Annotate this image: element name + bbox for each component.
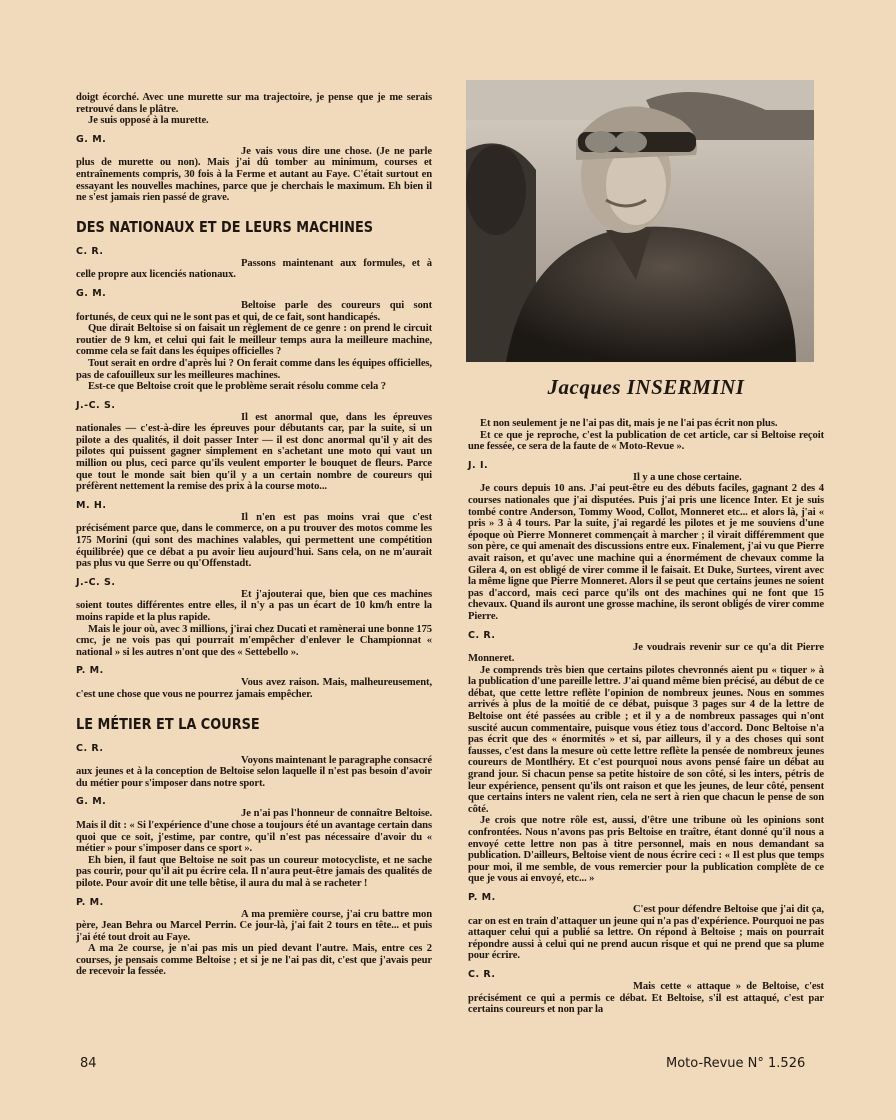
speaker-initials: C. R. [76,245,104,257]
paragraph: Je voudrais revenir sur ce qu'a dit Pierre Monneret. [468,641,824,665]
speaker-initials: P. M. [76,896,104,908]
paragraph: Je crois que notre rôle est, aussi, d'être une tribune où les opinions sont confrontées. Nous n'avons pas pris Beltoise en traître, étant donné qu'il nous a envoyé cette lettre non pas à titre personnel, mais en nous demandant sa publication. D'ailleurs, Beltoise vient de nous écrire ceci : « Il est plus que temps pour moi, il me semble, de vous remercier pour la publication complète de ce que je vous ai envoyé, etc... » [468,815,824,885]
speaker-initials: G. M. [76,796,107,808]
paragraph: Voyons maintenant le paragraphe consacré aux jeunes et à la conception de Beltoise selon laquelle il n'est pas besoin d'avoir du métier pour s'imposer dans notre sport. [76,754,433,789]
right-column [468,418,824,1016]
paragraph: Je n'ai pas l'honneur de connaître Beltoise. Mais il dit : « Si l'expérience d'une chose a toujours été un avantage certain dans quoi que ce soit, j'estime, par contre, qu'il n'est pas nécessaire d'avoir du « métier » pour s'imposer dans ce sport ». [76,808,432,855]
paragraph: Et ce que je reproche, c'est la publication de cet article, car si Beltoise reçoit une fessée, ce sera de la faute de « Moto-Revue ». [468,429,824,453]
paragraph: Je cours depuis 10 ans. J'ai peut-être eu des débuts faciles, gagnant 2 des 4 courses nationales que j'ai disputées. Puis j'ai pris une licence Inter. Et je suis tombé contre Anderson, Tommy Wood, Collot, Monneret etc... et alors là, j'ai « pris » 3 à 4 tours. Par la suite, j'ai regardé les pilotes et je me souviens d'une époque où Pierre Monneret commençait à marcher ; il virait différemment que son père, ce qui amenait des discussions entre eux. Finalement, j'ai vu que Pierre avait raison, et qu'avec une machine qui a énormément de chevaux comme la Gilera 4, on est obligé de virer comme il le faisait. Et Duke, Surtees, virent avec la même ligne que Pierre Monneret. Alors il se peut que certains jeunes ne soient pas d'accord, mais ceci parce qu'ils ont des machines qui ne font que 15 chevaux. Quand ils auront une grosse machine, ils seront obligés de virer comme Pierre. [468,483,824,622]
speaker-initials: P. M. [468,891,496,903]
paragraph: Il est anormal que, dans les épreuves nationales — c'est-à-dire les épreuves pour débutants car, par la suite, si un pilote a des qualités, il doit passer Inter — il est donc anormal qu'il y ait des pilotes qui puissent gagner simplement en s'achetant une moto qui vaut un million ou plus, ceci parce qu'ils veulent emporter le bouquet de fleurs. Parce que tout le monde sait bien qu'il y a un certain nombre de coureurs qui préfèrent nettement la remise des prix à la course moto... [76,411,432,493]
paragraph: Tout serait en ordre d'après lui ? On ferait comme dans les équipes officielles, pas de cafouilleux sur les meilleures machines. [76,357,432,381]
paragraph: Beltoise parle des coureurs qui sont fortunés, de ceux qui ne le sont pas et qui, de ce fait, sont handicapés. [76,299,432,323]
speaker-initials: C. R. [76,742,104,754]
paragraph: Vous avez raison. Mais, malheureusement, c'est une chose que vous ne pourrez jamais empêcher. [76,677,432,700]
paragraph: doigt écorché. Avec une murette sur ma trajectoire, je pense que je me serais retrouvé dans le plâtre. [76,92,432,115]
paragraph: Eh bien, il faut que Beltoise ne soit pas un coureur motocycliste, et ne sache pas courir, pour qu'il ait pu écrire cela. Il n'aura peut-être jamais des qualités de pilote. Pour avoir dit une telle bêtise, il aura du mal à se racheter ! [76,854,432,889]
paragraph: Mais le jour où, avec 3 millions, j'irai chez Ducati et ramènerai une bonne 175 cmc, je ne vois pas qui pourrait m'empêcher d'enlever le Championnat « national » si les autres n'ont que des « Settebello ». [76,623,432,658]
paragraph: Que dirait Beltoise si on faisait un règlement de ce genre : on prend le circuit routier de 9 km, et celui qui fait le meilleur temps aura la meilleure machine, comme cela se fait dans les équipes officielles ? [76,323,432,358]
speaker-initials: G. M. [76,287,107,299]
page-number: 84 [80,1056,97,1071]
paragraph: Je comprends très bien que certains pilotes chevronnés aient pu « tiquer » à la publication d'une pareille lettre. J'ai quand même bien précisé, au début de ce débat, que cette lettre reflète l'opinion de nombreux jeunes. Nous en sommes arrivés à plus de la moitié de ce débat, puisque 3 pages sur 4 de la lettre de Beltoise ont été passées au crible ; et il y a de nombreux passages qui n'ont suscité aucun commentaire, puisque vous étiez tous d'accord. Donc Beltoise n'a pas écrit que des « énormités » et si, par ailleurs, il y a des choses qui sont fausses, c'est dans la mesure où cette lettre reflète la pensée de nombreux jeunes coureurs de Montlhéry. Et c'est pourquoi nous avons pensé faire un débat au grand jour. Si chacun pense sa petite histoire de son côté, si les inters, pétris de leur expérience, pensent qu'ils ont raison et que les jeunes, de leur côté, pensent que certains inters ne valent rien, cela ne sert à rien que chacun le pense de son côté. [468,664,824,815]
paragraph: Est-ce que Beltoise croit que le problème serait résolu comme cela ? [88,381,386,393]
paragraph: Mais cette « attaque » de Beltoise, c'est précisément ce qui a permis ce débat. Et Beltoise, s'il est attaqué, c'est par certains coureurs et non par la [468,980,824,1016]
speaker-initials: M. H. [76,499,107,511]
rider-portrait-image [466,80,814,362]
paragraph: Il n'en est pas moins vrai que c'est précisément parce que, dans le commerce, on a pu trouver des motos comme les 175 Morini (qui sont des machines valables, qui permettent une compétition équilibrée) que ce débat a pu avoir lieu aujourd'hui. Sans cela, on ne m'aurait pas plus vu que Serre ou qu'Offenstadt. [76,511,432,570]
paragraph: A ma 2e course, je n'ai pas mis un pied devant l'autre. Mais, entre ces 2 courses, je pensais comme Beltoise ; et si je ne l'ai pas dit, c'est que j'avais peur de recevoir la fessée. [76,943,432,978]
section-heading: DES NATIONAUX ET DE LEURS MACHINES [76,217,374,236]
speaker-initials: J.-C. S. [76,399,116,411]
speaker-initials: G. M. [76,133,107,145]
paragraph: A ma première course, j'ai cru battre mon père, Jean Behra ou Marcel Perrin. Ce jour-là, j'ai fait 2 tours en tête... et puis j'ai été tout droit au Faye. [76,908,432,943]
speaker-initials: P. M. [76,665,104,677]
paragraph: C'est pour défendre Beltoise que j'ai dit ça, car on est en train d'attaquer un jeune qui n'a pas d'expérience. Pourquoi ne pas attaquer celui qui a publié sa lettre. On répond à Beltoise ; mais on pourrait répondre aussi à celui qui ne prend aucun risque et qui ne prend que sa plume pour écrire. [468,903,824,962]
speaker-initials: C. R. [468,629,496,641]
section-heading: LE MÉTIER ET LA COURSE [76,714,260,733]
magazine-issue: Moto-Revue N° 1.526 [666,1056,806,1071]
portrait-photo [466,80,814,362]
photo-caption: Jacques INSERMINI [547,375,745,399]
paragraph: Je suis opposé à la murette. [88,115,209,127]
paragraph: Et non seulement je ne l'ai pas dit, mais je ne l'ai pas écrit non plus. [480,418,778,429]
speaker-initials: J. I. [468,459,489,471]
paragraph: Je vais vous dire une chose. (Je ne parle plus de murette ou non). Mais j'ai dû tomber au minimum, courses et entraînements compris, 30 fois à la Ferme et autant au Faye. C'était surtout en essayant les nouvelles machines, parce que je cherchais le maximum. Eh bien il ne s'est jamais rien passé de grave. [76,145,432,204]
speaker-initials: J.-C. S. [76,576,116,588]
paragraph: Passons maintenant aux formules, et à celle propre aux licenciés nationaux. [76,257,432,281]
paragraph: Et j'ajouterai que, bien que ces machines soient toutes différentes entre elles, il n'y a pas un écart de 10 km/h entre la moins rapide et la plus rapide. [76,588,432,623]
left-column [76,92,432,978]
paragraph: Il y a une chose certaine. [633,471,742,483]
speaker-initials: C. R. [468,968,496,980]
